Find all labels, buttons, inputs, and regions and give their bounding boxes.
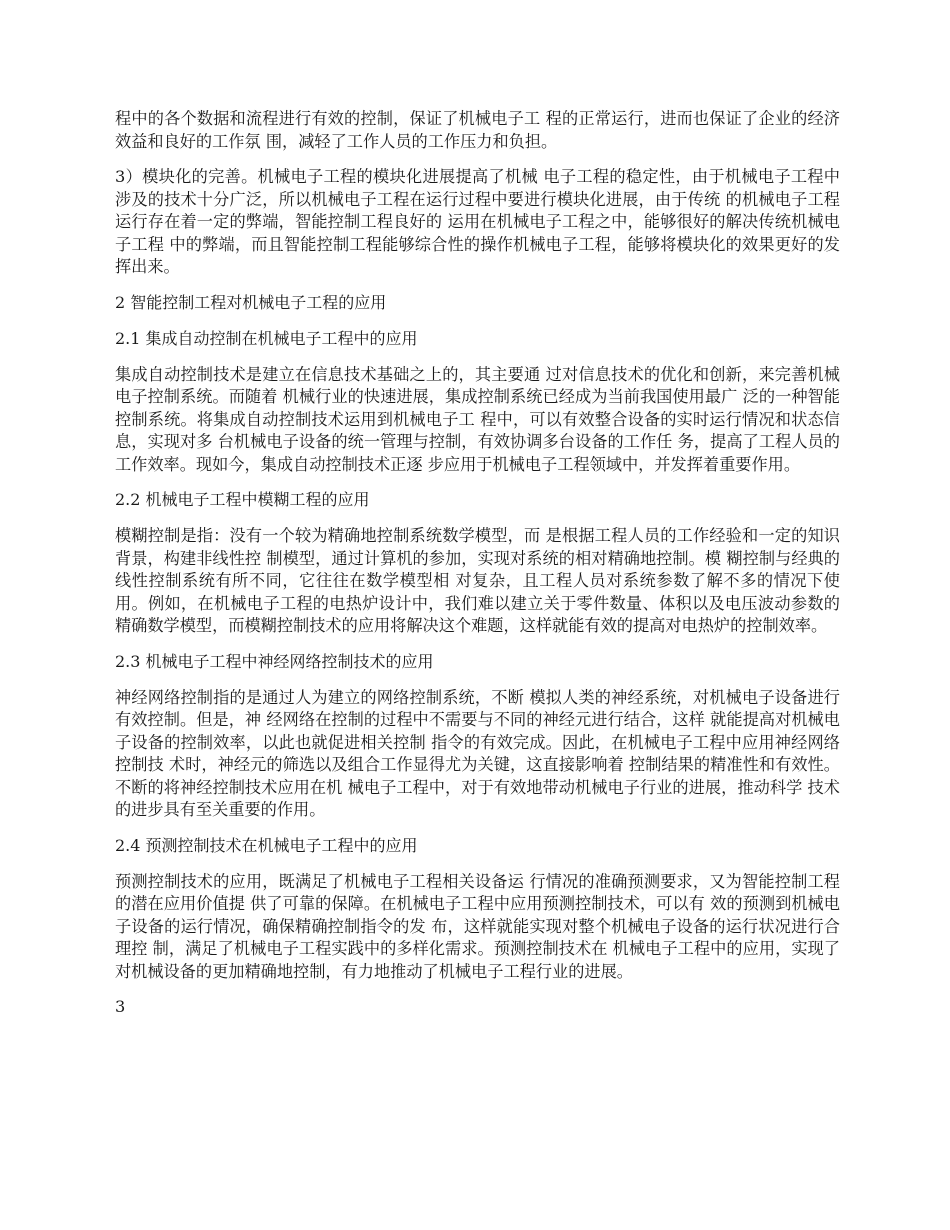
document-page: [115, 108, 840, 1032]
paragraph-modularization: 3）模块化的完善。机械电子工程的模块化进展提高了机械 电子工程的稳定性，由于机械电子工程中涉及的技术十分广泛，所以机械电子工程在运行过程中要进行模块化进展，由于传统 的机械电子工程运行存在着一定的弊端，智能控制工程良好的 运用在机械电子工程之中，能够很好的解决传统机械电子工程 中的弊端，而且智能控制工程能够综合性的操作机械电子工程，能够将模块化的效果更好的发挥出来。: [115, 167, 840, 276]
section-heading-2-1: 2.1 集成自动控制在机械电子工程中的应用: [115, 328, 418, 348]
paragraph-intro-continuation: 程中的各个数据和流程进行有效的控制，保证了机械电子工 程的正常运行，进而也保证了企业的经济效益和良好的工作氛 围，减轻了工作人员的工作压力和负担。: [115, 109, 840, 151]
section-heading-2: 2 智能控制工程对机械电子工程的应用: [115, 292, 387, 312]
section-heading-2-3: 2.3 机械电子工程中神经网络控制技术的应用: [115, 651, 434, 671]
paragraph-predictive-control: 预测控制技术的应用，既满足了机械电子工程相关设备运 行情况的准确预测要求，又为智能控制工程的潜在应用价值提 供了可靠的保障。在机械电子工程中应用预测控制技术，可以有 效的预测到机械电子设备的运行情况，确保精确控制指令的发 布，这样就能实现对整个机械电子设备的运行状况进行合理控 制，满足了机械电子工程实践中的多样化需求。预测控制技术在 机械电子工程中的应用，实现了对机械设备的更加精确地控制，有力地推动了机械电子工程行业的进展。: [115, 871, 840, 981]
paragraph-fuzzy-control: 模糊控制是指：没有一个较为精确地控制系统数学模型，而 是根据工程人员的工作经验和一定的知识背景，构建非线性控 制模型，通过计算机的参加，实现对系统的相对精确地控制。模 糊控制与经典的线性控制系统有所不同，它往往在数学模型相 对复杂，且工程人员对系统参数了解不多的情况下使用。例如，在机械电子工程的电热炉设计中，我们难以建立关于零件数量、体积以及电压波动参数的精确数学模型，而模糊控制技术的应用将解决这个难题，这样就能有效的提高对电热炉的控制效率。: [115, 526, 840, 635]
page-number: 3: [115, 997, 126, 1016]
paragraph-integrated-control: 集成自动控制技术是建立在信息技术基础之上的，其主要通 过对信息技术的优化和创新，来完善机械电子控制系统。而随着 机械行业的快速进展，集成控制系统已经成为当前我国使用最广 泛的一种智能控制系统。将集成自动控制技术运用到机械电子工 程中，可以有效整合设备的实时运行情况和状态信息，实现对多 台机械电子设备的统一管理与控制，有效协调多台设备的工作任 务，提高了工程人员的工作效率。现如今，集成自动控制技术正逐 步应用于机械电子工程领域中，并发挥着重要作用。: [115, 364, 840, 474]
section-heading-2-4: 2.4 预测控制技术在机械电子工程中的应用: [115, 835, 418, 855]
paragraph-neural-network: 神经网络控制指的是通过人为建立的网络控制系统，不断 模拟人类的神经系统，对机械电子设备进行有效控制。但是，神 经网络在控制的过程中不需要与不同的神经元进行结合，这样 就能提高对机械电子设备的控制效率，以此也就促进相关控制 指令的有效完成。因此，在机械电子工程中应用神经网络控制技 术时，神经元的筛选以及组合工作显得尤为关键，这直接影响着 控制结果的精准性和有效性。不断的将神经控制技术应用在机 械电子工程中，对于有效地带动机械电子行业的进展，推动科学 技术的进步具有至关重要的作用。: [115, 687, 840, 819]
section-heading-2-2: 2.2 机械电子工程中模糊工程的应用: [115, 490, 370, 509]
